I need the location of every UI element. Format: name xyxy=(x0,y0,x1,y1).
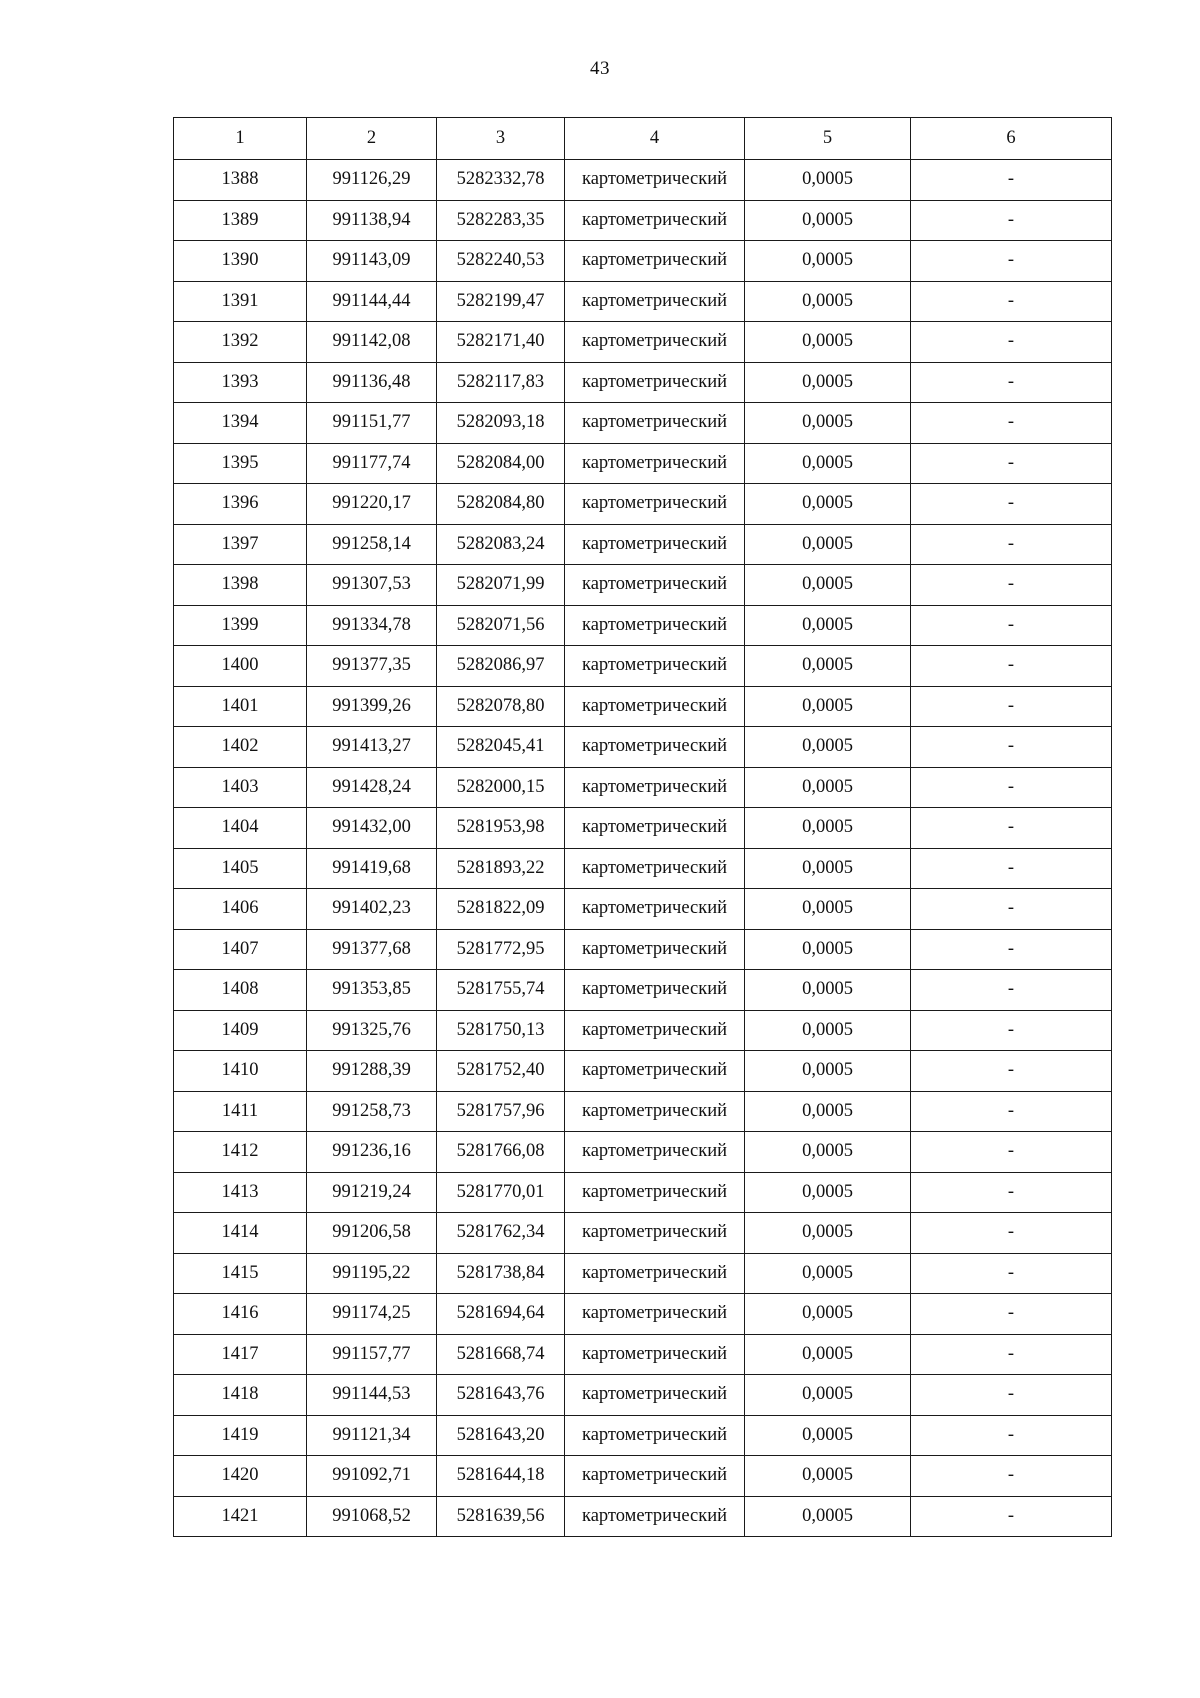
point-number-cell: 1410 xyxy=(174,1051,307,1092)
point-number-cell: 1420 xyxy=(174,1456,307,1497)
note-cell: - xyxy=(911,767,1112,808)
x-coordinate-cell: 991220,17 xyxy=(307,484,437,525)
y-coordinate-cell: 5281770,01 xyxy=(437,1172,565,1213)
y-coordinate-cell: 5281762,34 xyxy=(437,1213,565,1254)
x-coordinate-cell: 991174,25 xyxy=(307,1294,437,1335)
note-cell: - xyxy=(911,1091,1112,1132)
note-cell: - xyxy=(911,362,1112,403)
method-cell: картометрический xyxy=(565,241,745,282)
point-number-cell: 1390 xyxy=(174,241,307,282)
table-row xyxy=(174,970,1112,1011)
note-cell: - xyxy=(911,1172,1112,1213)
method-cell: картометрический xyxy=(565,281,745,322)
column-header-4: 4 xyxy=(565,118,745,160)
table-row xyxy=(174,403,1112,444)
point-number-cell: 1406 xyxy=(174,889,307,930)
method-cell: картометрический xyxy=(565,808,745,849)
coordinates-table xyxy=(173,117,1112,1537)
accuracy-cell: 0,0005 xyxy=(745,484,911,525)
point-number-cell: 1418 xyxy=(174,1375,307,1416)
y-coordinate-cell: 5282086,97 xyxy=(437,646,565,687)
table-row xyxy=(174,1334,1112,1375)
table-row xyxy=(174,160,1112,201)
method-cell: картометрический xyxy=(565,362,745,403)
table-row xyxy=(174,241,1112,282)
y-coordinate-cell: 5282084,80 xyxy=(437,484,565,525)
point-number-cell: 1388 xyxy=(174,160,307,201)
method-cell: картометрический xyxy=(565,929,745,970)
table-row xyxy=(174,1213,1112,1254)
point-number-cell: 1415 xyxy=(174,1253,307,1294)
y-coordinate-cell: 5281755,74 xyxy=(437,970,565,1011)
column-header-6: 6 xyxy=(911,118,1112,160)
accuracy-cell: 0,0005 xyxy=(745,605,911,646)
table-row xyxy=(174,1051,1112,1092)
method-cell: картометрический xyxy=(565,1132,745,1173)
x-coordinate-cell: 991151,77 xyxy=(307,403,437,444)
y-coordinate-cell: 5281766,08 xyxy=(437,1132,565,1173)
y-coordinate-cell: 5281644,18 xyxy=(437,1456,565,1497)
method-cell: картометрический xyxy=(565,970,745,1011)
accuracy-cell: 0,0005 xyxy=(745,160,911,201)
x-coordinate-cell: 991121,34 xyxy=(307,1415,437,1456)
point-number-cell: 1408 xyxy=(174,970,307,1011)
method-cell: картометрический xyxy=(565,605,745,646)
note-cell: - xyxy=(911,565,1112,606)
x-coordinate-cell: 991143,09 xyxy=(307,241,437,282)
accuracy-cell: 0,0005 xyxy=(745,281,911,322)
note-cell: - xyxy=(911,484,1112,525)
method-cell: картометрический xyxy=(565,1091,745,1132)
accuracy-cell: 0,0005 xyxy=(745,929,911,970)
accuracy-cell: 0,0005 xyxy=(745,1010,911,1051)
point-number-cell: 1391 xyxy=(174,281,307,322)
y-coordinate-cell: 5282283,35 xyxy=(437,200,565,241)
point-number-cell: 1396 xyxy=(174,484,307,525)
note-cell: - xyxy=(911,1213,1112,1254)
x-coordinate-cell: 991142,08 xyxy=(307,322,437,363)
accuracy-cell: 0,0005 xyxy=(745,565,911,606)
note-cell: - xyxy=(911,848,1112,889)
y-coordinate-cell: 5282078,80 xyxy=(437,686,565,727)
x-coordinate-cell: 991138,94 xyxy=(307,200,437,241)
method-cell: картометрический xyxy=(565,1172,745,1213)
table-row xyxy=(174,1294,1112,1335)
method-cell: картометрический xyxy=(565,1010,745,1051)
y-coordinate-cell: 5282171,40 xyxy=(437,322,565,363)
page-number: 43 xyxy=(590,58,610,79)
point-number-cell: 1400 xyxy=(174,646,307,687)
accuracy-cell: 0,0005 xyxy=(745,1253,911,1294)
column-header-5: 5 xyxy=(745,118,911,160)
table-row xyxy=(174,1415,1112,1456)
table-row xyxy=(174,443,1112,484)
accuracy-cell: 0,0005 xyxy=(745,1213,911,1254)
note-cell: - xyxy=(911,200,1112,241)
x-coordinate-cell: 991144,44 xyxy=(307,281,437,322)
note-cell: - xyxy=(911,160,1112,201)
table-row xyxy=(174,767,1112,808)
accuracy-cell: 0,0005 xyxy=(745,524,911,565)
y-coordinate-cell: 5281750,13 xyxy=(437,1010,565,1051)
point-number-cell: 1412 xyxy=(174,1132,307,1173)
note-cell: - xyxy=(911,443,1112,484)
table-row xyxy=(174,1172,1112,1213)
method-cell: картометрический xyxy=(565,1456,745,1497)
method-cell: картометрический xyxy=(565,1375,745,1416)
method-cell: картометрический xyxy=(565,200,745,241)
y-coordinate-cell: 5281639,56 xyxy=(437,1496,565,1537)
x-coordinate-cell: 991402,23 xyxy=(307,889,437,930)
y-coordinate-cell: 5281694,64 xyxy=(437,1294,565,1335)
y-coordinate-cell: 5281738,84 xyxy=(437,1253,565,1294)
y-coordinate-cell: 5282084,00 xyxy=(437,443,565,484)
x-coordinate-cell: 991307,53 xyxy=(307,565,437,606)
table-row xyxy=(174,1091,1112,1132)
method-cell: картометрический xyxy=(565,848,745,889)
accuracy-cell: 0,0005 xyxy=(745,1375,911,1416)
x-coordinate-cell: 991258,14 xyxy=(307,524,437,565)
note-cell: - xyxy=(911,1496,1112,1537)
y-coordinate-cell: 5281752,40 xyxy=(437,1051,565,1092)
method-cell: картометрический xyxy=(565,322,745,363)
note-cell: - xyxy=(911,403,1112,444)
y-coordinate-cell: 5282071,56 xyxy=(437,605,565,646)
table-body xyxy=(174,160,1112,1537)
point-number-cell: 1407 xyxy=(174,929,307,970)
note-cell: - xyxy=(911,889,1112,930)
method-cell: картометрический xyxy=(565,1213,745,1254)
accuracy-cell: 0,0005 xyxy=(745,362,911,403)
x-coordinate-cell: 991353,85 xyxy=(307,970,437,1011)
accuracy-cell: 0,0005 xyxy=(745,241,911,282)
x-coordinate-cell: 991195,22 xyxy=(307,1253,437,1294)
accuracy-cell: 0,0005 xyxy=(745,1132,911,1173)
column-header-3: 3 xyxy=(437,118,565,160)
x-coordinate-cell: 991334,78 xyxy=(307,605,437,646)
accuracy-cell: 0,0005 xyxy=(745,767,911,808)
method-cell: картометрический xyxy=(565,1051,745,1092)
point-number-cell: 1409 xyxy=(174,1010,307,1051)
accuracy-cell: 0,0005 xyxy=(745,1496,911,1537)
table-row xyxy=(174,727,1112,768)
y-coordinate-cell: 5282117,83 xyxy=(437,362,565,403)
point-number-cell: 1401 xyxy=(174,686,307,727)
method-cell: картометрический xyxy=(565,565,745,606)
accuracy-cell: 0,0005 xyxy=(745,646,911,687)
method-cell: картометрический xyxy=(565,1415,745,1456)
accuracy-cell: 0,0005 xyxy=(745,848,911,889)
table-row xyxy=(174,565,1112,606)
accuracy-cell: 0,0005 xyxy=(745,727,911,768)
method-cell: картометрический xyxy=(565,443,745,484)
accuracy-cell: 0,0005 xyxy=(745,970,911,1011)
x-coordinate-cell: 991177,74 xyxy=(307,443,437,484)
table-row xyxy=(174,1375,1112,1416)
x-coordinate-cell: 991219,24 xyxy=(307,1172,437,1213)
x-coordinate-cell: 991377,68 xyxy=(307,929,437,970)
method-cell: картометрический xyxy=(565,686,745,727)
accuracy-cell: 0,0005 xyxy=(745,403,911,444)
note-cell: - xyxy=(911,1010,1112,1051)
note-cell: - xyxy=(911,727,1112,768)
x-coordinate-cell: 991092,71 xyxy=(307,1456,437,1497)
point-number-cell: 1403 xyxy=(174,767,307,808)
point-number-cell: 1416 xyxy=(174,1294,307,1335)
point-number-cell: 1417 xyxy=(174,1334,307,1375)
point-number-cell: 1394 xyxy=(174,403,307,444)
x-coordinate-cell: 991399,26 xyxy=(307,686,437,727)
method-cell: картометрический xyxy=(565,484,745,525)
table-row xyxy=(174,281,1112,322)
x-coordinate-cell: 991236,16 xyxy=(307,1132,437,1173)
accuracy-cell: 0,0005 xyxy=(745,1456,911,1497)
header-row xyxy=(174,118,1112,160)
x-coordinate-cell: 991325,76 xyxy=(307,1010,437,1051)
accuracy-cell: 0,0005 xyxy=(745,808,911,849)
method-cell: картометрический xyxy=(565,524,745,565)
note-cell: - xyxy=(911,1456,1112,1497)
x-coordinate-cell: 991126,29 xyxy=(307,160,437,201)
table-row xyxy=(174,686,1112,727)
table-row xyxy=(174,929,1112,970)
x-coordinate-cell: 991258,73 xyxy=(307,1091,437,1132)
y-coordinate-cell: 5281953,98 xyxy=(437,808,565,849)
accuracy-cell: 0,0005 xyxy=(745,322,911,363)
note-cell: - xyxy=(911,646,1112,687)
method-cell: картометрический xyxy=(565,1334,745,1375)
point-number-cell: 1398 xyxy=(174,565,307,606)
note-cell: - xyxy=(911,281,1112,322)
table-row xyxy=(174,484,1112,525)
note-cell: - xyxy=(911,241,1112,282)
accuracy-cell: 0,0005 xyxy=(745,686,911,727)
table-row xyxy=(174,524,1112,565)
x-coordinate-cell: 991206,58 xyxy=(307,1213,437,1254)
note-cell: - xyxy=(911,970,1112,1011)
note-cell: - xyxy=(911,1132,1112,1173)
method-cell: картометрический xyxy=(565,403,745,444)
note-cell: - xyxy=(911,929,1112,970)
y-coordinate-cell: 5282045,41 xyxy=(437,727,565,768)
y-coordinate-cell: 5282240,53 xyxy=(437,241,565,282)
accuracy-cell: 0,0005 xyxy=(745,443,911,484)
method-cell: картометрический xyxy=(565,646,745,687)
point-number-cell: 1392 xyxy=(174,322,307,363)
method-cell: картометрический xyxy=(565,160,745,201)
y-coordinate-cell: 5281668,74 xyxy=(437,1334,565,1375)
table-row xyxy=(174,1253,1112,1294)
accuracy-cell: 0,0005 xyxy=(745,889,911,930)
method-cell: картометрический xyxy=(565,1496,745,1537)
accuracy-cell: 0,0005 xyxy=(745,1091,911,1132)
y-coordinate-cell: 5281893,22 xyxy=(437,848,565,889)
method-cell: картометрический xyxy=(565,889,745,930)
y-coordinate-cell: 5282332,78 xyxy=(437,160,565,201)
point-number-cell: 1395 xyxy=(174,443,307,484)
point-number-cell: 1413 xyxy=(174,1172,307,1213)
note-cell: - xyxy=(911,322,1112,363)
table-row xyxy=(174,848,1112,889)
point-number-cell: 1389 xyxy=(174,200,307,241)
point-number-cell: 1402 xyxy=(174,727,307,768)
table-row xyxy=(174,808,1112,849)
point-number-cell: 1421 xyxy=(174,1496,307,1537)
table-row xyxy=(174,1496,1112,1537)
x-coordinate-cell: 991432,00 xyxy=(307,808,437,849)
accuracy-cell: 0,0005 xyxy=(745,200,911,241)
accuracy-cell: 0,0005 xyxy=(745,1172,911,1213)
table-row xyxy=(174,1132,1112,1173)
method-cell: картометрический xyxy=(565,767,745,808)
note-cell: - xyxy=(911,1253,1112,1294)
point-number-cell: 1419 xyxy=(174,1415,307,1456)
table-row xyxy=(174,1010,1112,1051)
y-coordinate-cell: 5281822,09 xyxy=(437,889,565,930)
accuracy-cell: 0,0005 xyxy=(745,1415,911,1456)
point-number-cell: 1404 xyxy=(174,808,307,849)
table-header xyxy=(174,118,1112,160)
y-coordinate-cell: 5282000,15 xyxy=(437,767,565,808)
point-number-cell: 1397 xyxy=(174,524,307,565)
x-coordinate-cell: 991413,27 xyxy=(307,727,437,768)
note-cell: - xyxy=(911,1415,1112,1456)
column-header-1: 1 xyxy=(174,118,307,160)
table-row xyxy=(174,322,1112,363)
y-coordinate-cell: 5282071,99 xyxy=(437,565,565,606)
note-cell: - xyxy=(911,808,1112,849)
table-row xyxy=(174,1456,1112,1497)
x-coordinate-cell: 991144,53 xyxy=(307,1375,437,1416)
y-coordinate-cell: 5282199,47 xyxy=(437,281,565,322)
accuracy-cell: 0,0005 xyxy=(745,1051,911,1092)
x-coordinate-cell: 991157,77 xyxy=(307,1334,437,1375)
note-cell: - xyxy=(911,1334,1112,1375)
note-cell: - xyxy=(911,1375,1112,1416)
note-cell: - xyxy=(911,1294,1112,1335)
column-header-2: 2 xyxy=(307,118,437,160)
table-row xyxy=(174,646,1112,687)
y-coordinate-cell: 5282083,24 xyxy=(437,524,565,565)
x-coordinate-cell: 991428,24 xyxy=(307,767,437,808)
y-coordinate-cell: 5281772,95 xyxy=(437,929,565,970)
y-coordinate-cell: 5281757,96 xyxy=(437,1091,565,1132)
method-cell: картометрический xyxy=(565,1253,745,1294)
note-cell: - xyxy=(911,524,1112,565)
y-coordinate-cell: 5282093,18 xyxy=(437,403,565,444)
note-cell: - xyxy=(911,1051,1112,1092)
method-cell: картометрический xyxy=(565,1294,745,1335)
point-number-cell: 1393 xyxy=(174,362,307,403)
point-number-cell: 1399 xyxy=(174,605,307,646)
x-coordinate-cell: 991377,35 xyxy=(307,646,437,687)
x-coordinate-cell: 991288,39 xyxy=(307,1051,437,1092)
note-cell: - xyxy=(911,605,1112,646)
table-row xyxy=(174,362,1112,403)
table-row xyxy=(174,889,1112,930)
note-cell: - xyxy=(911,686,1112,727)
y-coordinate-cell: 5281643,76 xyxy=(437,1375,565,1416)
table-row xyxy=(174,200,1112,241)
point-number-cell: 1411 xyxy=(174,1091,307,1132)
x-coordinate-cell: 991068,52 xyxy=(307,1496,437,1537)
accuracy-cell: 0,0005 xyxy=(745,1294,911,1335)
x-coordinate-cell: 991419,68 xyxy=(307,848,437,889)
method-cell: картометрический xyxy=(565,727,745,768)
table-row xyxy=(174,605,1112,646)
accuracy-cell: 0,0005 xyxy=(745,1334,911,1375)
point-number-cell: 1414 xyxy=(174,1213,307,1254)
x-coordinate-cell: 991136,48 xyxy=(307,362,437,403)
point-number-cell: 1405 xyxy=(174,848,307,889)
y-coordinate-cell: 5281643,20 xyxy=(437,1415,565,1456)
